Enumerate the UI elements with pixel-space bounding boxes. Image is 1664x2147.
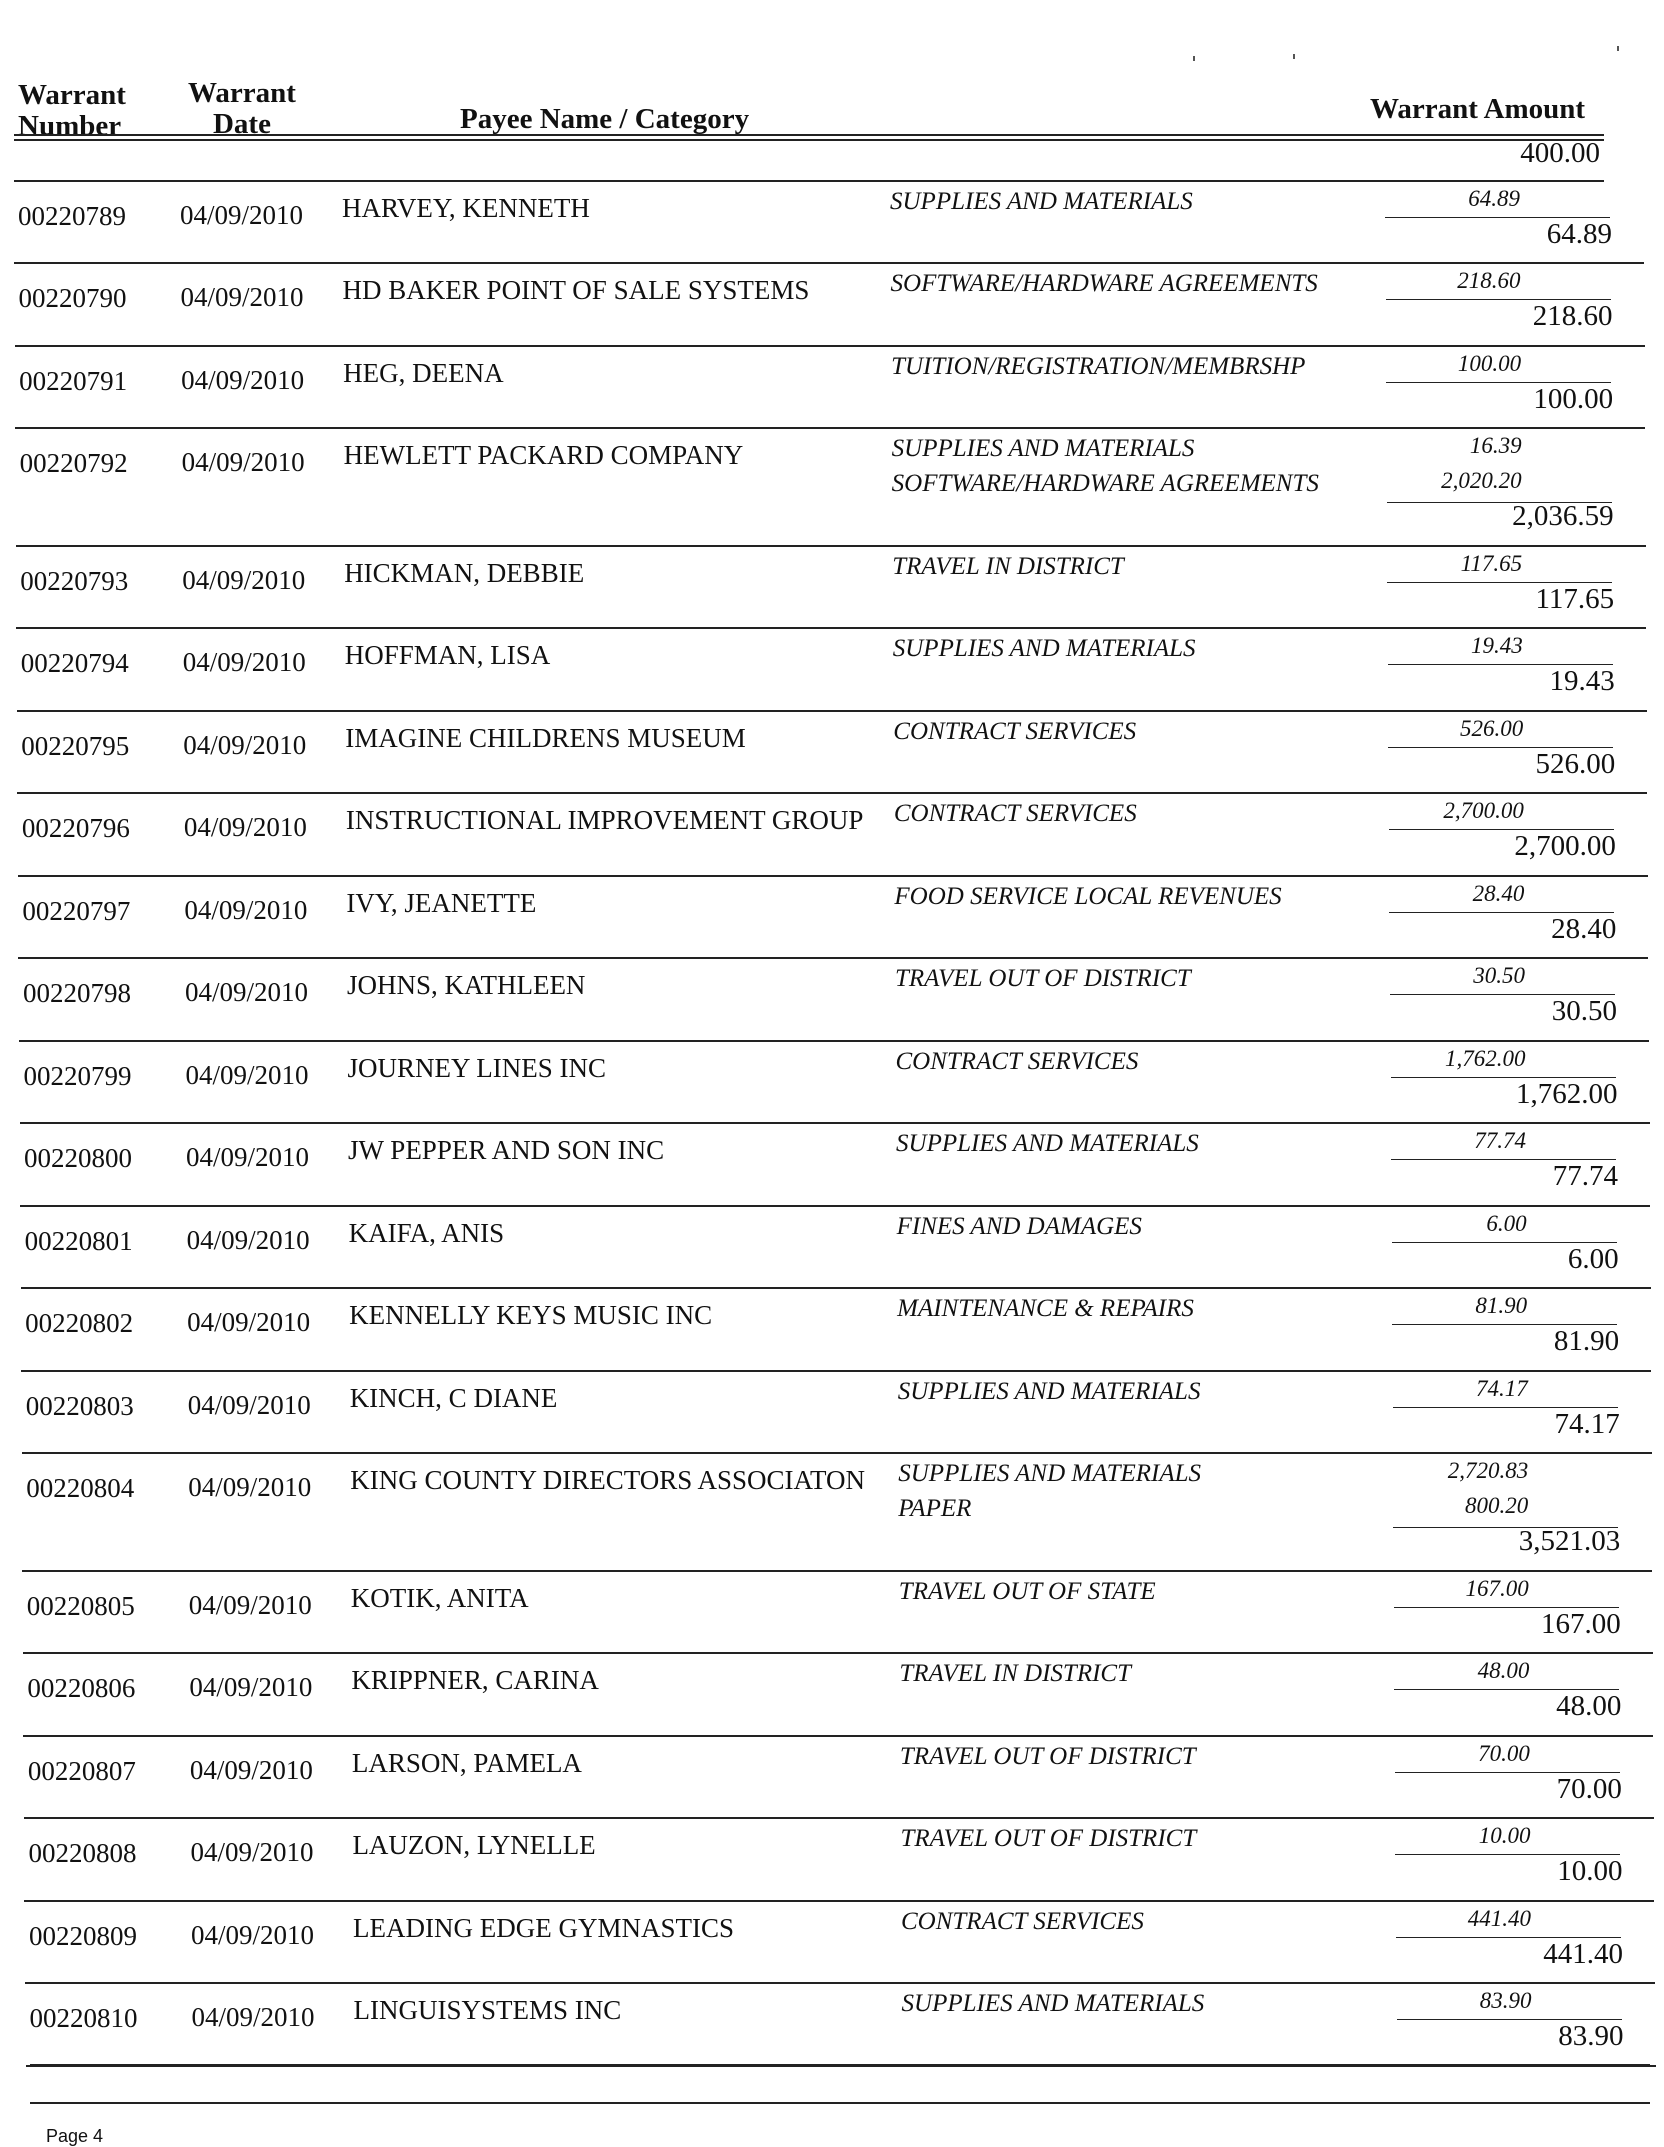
page-end-rule-1	[30, 2064, 1650, 2066]
payee-name: KRIPPNER, CARINA	[351, 1665, 599, 1695]
category-label: TRAVEL OUT OF STATE	[898, 1578, 1156, 1605]
row-separator	[24, 1817, 1654, 1819]
warrant-total: 83.90	[1558, 2020, 1624, 2052]
row-separator	[22, 1570, 1652, 1572]
row-separator	[17, 710, 1647, 712]
warrant-date: 04/09/2010	[182, 565, 306, 595]
payee-name: HEWLETT PACKARD COMPANY	[343, 440, 744, 470]
warrant-total: 10.00	[1557, 1855, 1623, 1887]
warrant-total: 81.90	[1553, 1325, 1620, 1357]
warrant-number: 00220790	[18, 283, 127, 313]
warrant-number: 00220796	[21, 813, 130, 843]
line-amount: 19.43	[1471, 633, 1523, 658]
line-amount: 167.00	[1465, 1576, 1529, 1601]
payee-name: KING COUNTY DIRECTORS ASSOCIATON	[350, 1465, 866, 1495]
warrant-total: 441.40	[1543, 1938, 1623, 1970]
warrant-date: 04/09/2010	[184, 977, 308, 1007]
row-separator	[16, 627, 1646, 629]
warrant-date: 04/09/2010	[186, 1142, 310, 1172]
warrant-date: 04/09/2010	[191, 1920, 315, 1950]
payee-name: JW PEPPER AND SON INC	[348, 1135, 665, 1165]
line-amount: 800.20	[1465, 1493, 1529, 1518]
category-label: TRAVEL OUT OF DISTRICT	[899, 1743, 1196, 1770]
warrant-date: 04/09/2010	[187, 1390, 311, 1420]
warrant-date: 04/09/2010	[185, 1060, 309, 1090]
header-payee-category: Payee Name / Category	[460, 103, 750, 135]
category-label: SOFTWARE/HARDWARE AGREEMENTS	[890, 270, 1318, 297]
warrant-date: 04/09/2010	[180, 200, 304, 230]
warrant-number: 00220795	[21, 731, 130, 761]
warrant-number: 00220803	[25, 1391, 134, 1421]
warrant-date: 04/09/2010	[181, 447, 305, 477]
line-amount: 6.00	[1486, 1211, 1527, 1236]
warrant-total: 74.17	[1554, 1408, 1620, 1440]
payee-name: JOURNEY LINES INC	[347, 1053, 606, 1083]
row-separator	[14, 262, 1644, 264]
payee-name: KAIFA, ANIS	[348, 1218, 505, 1248]
warrant-date: 04/09/2010	[186, 1225, 310, 1255]
warrant-total: 2,036.59	[1512, 500, 1614, 532]
carryover-total: 400.00	[1520, 137, 1600, 169]
line-amount: 81.90	[1475, 1293, 1528, 1318]
warrant-date: 04/09/2010	[191, 2002, 315, 2032]
category-label: CONTRACT SERVICES	[893, 800, 1137, 827]
line-amount: 2,020.20	[1441, 468, 1522, 493]
payee-name: KENNELLY KEYS MUSIC INC	[349, 1300, 713, 1330]
warrant-number: 00220805	[26, 1591, 135, 1621]
warrant-total: 100.00	[1533, 383, 1614, 415]
row-separator	[23, 1735, 1653, 1737]
warrant-number: 00220800	[24, 1143, 133, 1173]
category-label: CONTRACT SERVICES	[893, 718, 1137, 745]
category-label: SUPPLIES AND MATERIALS	[896, 1130, 1199, 1157]
payee-name: KOTIK, ANITA	[350, 1583, 529, 1613]
payee-name: IVY, JEANETTE	[346, 888, 537, 918]
payee-name: LEADING EDGE GYMNASTICS	[353, 1913, 734, 1943]
line-amount: 10.00	[1478, 1823, 1531, 1848]
payee-name: KINCH, C DIANE	[349, 1383, 558, 1413]
warrant-date: 04/09/2010	[190, 1837, 314, 1867]
line-amount: 30.50	[1473, 963, 1525, 988]
payee-name: HOFFMAN, LISA	[344, 640, 551, 670]
line-amount: 83.90	[1479, 1988, 1532, 2013]
warrant-number: 00220798	[22, 978, 131, 1008]
row-separator	[21, 1287, 1651, 1289]
warrant-total: 70.00	[1556, 1773, 1622, 1805]
warrant-number: 00220810	[29, 2003, 138, 2033]
warrant-total: 218.60	[1532, 300, 1613, 332]
header-warrant-amount: Warrant Amount	[1370, 93, 1586, 125]
warrant-number: 00220797	[22, 896, 131, 926]
payee-name: HICKMAN, DEBBIE	[344, 558, 585, 588]
warrant-number: 00220802	[25, 1308, 134, 1338]
warrant-date: 04/09/2010	[188, 1472, 312, 1502]
line-amount: 64.89	[1468, 186, 1520, 211]
header-warrant-date: Warrant Date	[188, 77, 296, 140]
line-amount: 218.60	[1457, 268, 1521, 293]
line-amount: 28.40	[1472, 881, 1525, 906]
warrant-total: 28.40	[1551, 913, 1617, 945]
warrant-total: 526.00	[1535, 748, 1616, 780]
warrant-number: 00220809	[29, 1921, 137, 1951]
category-label: SUPPLIES AND MATERIALS	[901, 1990, 1205, 2017]
line-amount: 526.00	[1460, 716, 1524, 741]
line-amount: 100.00	[1457, 351, 1522, 376]
warrant-date: 04/09/2010	[181, 365, 305, 395]
line-amount: 16.39	[1469, 433, 1522, 458]
row-separator	[24, 1900, 1654, 1902]
scan-mark	[1617, 46, 1619, 51]
line-amount: 70.00	[1478, 1741, 1530, 1766]
warrant-date: 04/09/2010	[183, 812, 307, 842]
payee-name: LAUZON, LYNELLE	[352, 1830, 596, 1860]
category-label: CONTRACT SERVICES	[901, 1908, 1144, 1935]
warrant-total: 117.65	[1535, 583, 1615, 615]
warrant-number: 00220806	[27, 1673, 136, 1703]
row-separator	[18, 875, 1648, 877]
category-label: SUPPLIES AND MATERIALS	[892, 635, 1196, 662]
row-separator	[20, 1205, 1650, 1207]
warrant-date: 04/09/2010	[183, 730, 307, 760]
category-label: TUITION/REGISTRATION/MEMBRSHP	[891, 353, 1306, 380]
scan-mark	[1193, 56, 1195, 61]
warrant-number: 00220792	[19, 448, 128, 478]
warrant-total: 30.50	[1551, 995, 1617, 1027]
warrant-number: 00220804	[26, 1473, 135, 1503]
category-label: TRAVEL OUT OF DISTRICT	[894, 965, 1191, 992]
row-separator	[25, 1982, 1655, 1984]
category-label: TRAVEL IN DISTRICT	[892, 553, 1124, 580]
row-separator	[21, 1370, 1651, 1372]
carryover-rule	[14, 180, 1604, 182]
warrant-number: 00220791	[19, 366, 128, 396]
payee-name: LARSON, PAMELA	[351, 1748, 582, 1778]
warrant-total: 19.43	[1549, 665, 1615, 697]
category-label: SUPPLIES AND MATERIALS	[898, 1460, 1202, 1487]
warrant-date: 04/09/2010	[188, 1590, 312, 1620]
category-label: MAINTENANCE & REPAIRS	[897, 1295, 1194, 1322]
row-separator	[18, 957, 1648, 959]
warrant-number: 00220801	[24, 1226, 133, 1256]
warrant-total: 64.89	[1546, 218, 1612, 250]
row-separator	[15, 427, 1645, 429]
category-label: SUPPLIES AND MATERIALS	[897, 1378, 1201, 1405]
category-label: SUPPLIES AND MATERIALS	[891, 435, 1195, 462]
warrant-date: 04/09/2010	[180, 282, 304, 312]
warrant-number: 00220807	[27, 1756, 136, 1786]
category-label: TRAVEL OUT OF DISTRICT	[900, 1825, 1197, 1852]
line-amount: 441.40	[1467, 1906, 1531, 1931]
line-amount: 77.74	[1474, 1128, 1527, 1153]
warrant-total: 1,762.00	[1516, 1078, 1618, 1110]
line-amount: 117.65	[1460, 551, 1523, 576]
warrant-date: 04/09/2010	[184, 895, 308, 925]
warrant-total: 3,521.03	[1518, 1525, 1621, 1557]
category-label: TRAVEL IN DISTRICT	[899, 1660, 1131, 1687]
category-label: SUPPLIES AND MATERIALS	[890, 188, 1193, 215]
category-label: CONTRACT SERVICES	[895, 1048, 1139, 1075]
scan-mark	[1293, 54, 1295, 59]
category-label: FINES AND DAMAGES	[896, 1213, 1142, 1240]
header-rule-bottom	[14, 139, 1604, 141]
warrant-date: 04/09/2010	[187, 1307, 311, 1337]
payee-name: INSTRUCTIONAL IMPROVEMENT GROUP	[345, 805, 864, 835]
page-end-rule-2	[30, 2102, 1650, 2104]
category-label: SOFTWARE/HARDWARE AGREEMENTS	[891, 470, 1319, 497]
warrant-number: 00220794	[20, 648, 129, 678]
warrant-date: 04/09/2010	[189, 1755, 313, 1785]
row-separator	[16, 545, 1646, 547]
warrant-total: 6.00	[1567, 1243, 1619, 1275]
header-warrant-number: Warrant Number	[18, 79, 126, 142]
warrant-date: 04/09/2010	[189, 1672, 313, 1702]
line-amount: 1,762.00	[1445, 1046, 1526, 1071]
warrant-number: 00220799	[23, 1061, 132, 1091]
row-separator	[20, 1122, 1650, 1124]
row-separator	[22, 1452, 1652, 1454]
row-separator	[15, 345, 1645, 347]
page-number: Page 4	[46, 2126, 104, 2146]
payee-name: LINGUISYSTEMS INC	[353, 1995, 622, 2025]
payee-name: HEG, DEENA	[343, 358, 504, 388]
warrant-number: 00220808	[28, 1838, 137, 1868]
row-separator	[19, 1040, 1649, 1042]
payee-name: HARVEY, KENNETH	[342, 193, 590, 223]
warrant-total: 77.74	[1552, 1160, 1619, 1192]
warrant-number: 00220789	[18, 201, 126, 231]
payee-name: HD BAKER POINT OF SALE SYSTEMS	[342, 275, 810, 305]
category-label: PAPER	[898, 1495, 972, 1522]
payee-name: IMAGINE CHILDRENS MUSEUM	[345, 723, 746, 753]
line-amount: 2,720.83	[1447, 1458, 1529, 1483]
warrant-date: 04/09/2010	[182, 647, 306, 677]
line-amount: 74.17	[1475, 1376, 1528, 1401]
payee-name: JOHNS, KATHLEEN	[346, 970, 586, 1000]
warrant-total: 2,700.00	[1514, 830, 1616, 862]
line-amount: 48.00	[1477, 1658, 1530, 1683]
category-label: FOOD SERVICE LOCAL REVENUES	[894, 883, 1282, 910]
warrant-total: 48.00	[1556, 1690, 1622, 1722]
warrant-number: 00220793	[20, 566, 129, 596]
warrant-total: 167.00	[1541, 1608, 1621, 1640]
row-separator	[23, 1652, 1653, 1654]
header-rule-top	[14, 134, 1604, 136]
line-amount: 2,700.00	[1443, 798, 1524, 823]
row-separator	[17, 792, 1647, 794]
